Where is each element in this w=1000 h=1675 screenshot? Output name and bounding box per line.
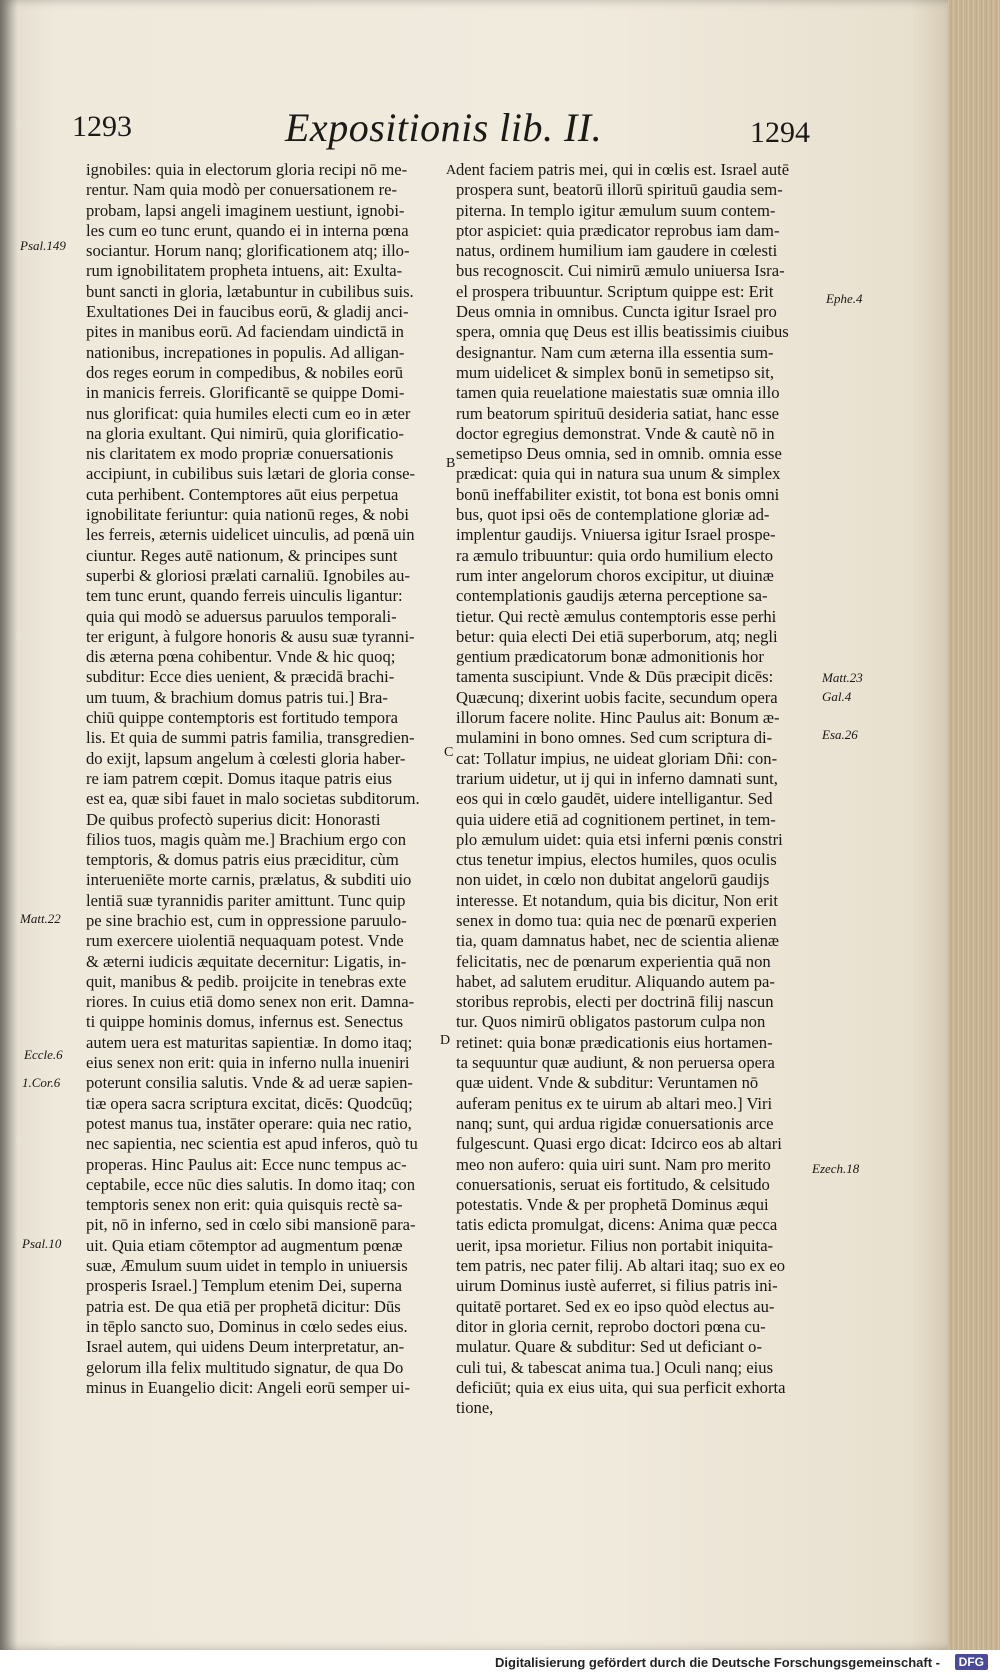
text-line: ignobilitate feriuntur: quia nationū reges, & nobi — [86, 505, 410, 525]
margin-note-right: Ephe.4 — [826, 291, 863, 306]
margin-note-right: Matt.23 — [822, 670, 863, 685]
text-line: storibus reprobis, electi per doctrinā filij nascun — [456, 992, 774, 1012]
text-line: subditur: Ecce dies uenient, & præcidā brachi- — [86, 667, 395, 687]
right-page-number: 1294 — [750, 116, 810, 149]
text-line: illorum facere nolite. Hinc Paulus ait: Bonum æ- — [456, 708, 780, 728]
text-line: contemplationis gaudijs æterna perceptione sa- — [456, 586, 768, 606]
margin-note-right: Ezech.18 — [812, 1161, 860, 1176]
text-line: mulamini in bono omnes. Sed cum scriptura di- — [456, 728, 773, 748]
text-line: re iam patrem cœpit. Domus itaque patris eius — [86, 768, 392, 788]
text-line: ti quippe hominis domus, infernus est. Senectus — [86, 1012, 404, 1032]
text-line: na gloria exultant. Qui nimirū, quia glorificatio- — [86, 423, 404, 443]
text-line: potest manus tua, instāter operare: quia nec ratio, — [86, 1113, 412, 1133]
margin-note-left: Eccle.6 — [24, 1047, 63, 1062]
text-line: quia qui modò se aduersus paruulos temporali- — [86, 606, 397, 626]
text-line: rentur. Nam quia modò per conuersationem re- — [86, 180, 398, 200]
text-line: rum ignobilitatem propheta intuens, ait: Exulta- — [86, 261, 403, 281]
text-line: quæ uident. Vnde & subditur: Veruntamen nō — [456, 1073, 759, 1093]
text-line: tem patris, nec pater filij. Ab altari itaq; suo ex eo — [456, 1256, 786, 1276]
text-line: dos reges eorum in compedibus, & nobiles eorū — [86, 362, 404, 382]
text-line: est ea, quæ sibi fauet in malo societas subditorum. — [86, 789, 420, 809]
right-text-column — [456, 160, 816, 1418]
text-line: gelorum illa felix multitudo signatur, de qua Do — [86, 1357, 404, 1377]
margin-note-left: Psal.149 — [20, 238, 66, 253]
text-line: felicitatis, nec de pœnarum experientia quā non — [456, 951, 771, 971]
text-line: designantur. Nam cum æterna illa essentia sum- — [456, 342, 774, 362]
text-line: nationibus, increpationes in populis. Ad alligan- — [86, 342, 405, 362]
text-line: tia, quam damnatus habet, nec de scientia alienæ — [456, 931, 780, 951]
text-line: pit, nō in inferno, sed in cœlo sibi mansionē para- — [86, 1215, 416, 1235]
text-line: rum exercere uiolentiā nequaquam potest. Vnde — [86, 931, 404, 951]
text-line: meo non aufero: quia uiri sunt. Nam pro merito — [456, 1154, 771, 1174]
text-line: riores. In cuius etiā domo senex non erit. Damna- — [86, 992, 415, 1012]
text-line: suæ, Æmulum suum uidet in templo in uniuersis — [86, 1256, 408, 1276]
text-line: conuersationis, seruat eis fortitudo, & celsitudo — [456, 1174, 770, 1194]
text-line: quitatē portaret. Sed ex eo ipso quòd electus au- — [456, 1296, 775, 1316]
text-line: ditor in gloria cernit, reprobo doctori pœna cu- — [456, 1316, 766, 1336]
text-line: ta sequuntur quæ audiunt, & non peruersa opera — [456, 1053, 775, 1073]
text-line: ctus tenetur impius, electos humiles, quos oculis — [456, 850, 777, 870]
section-letter: A — [446, 163, 457, 178]
text-line: uirum Dominus iustè auferret, si filius patris ini- — [456, 1276, 778, 1296]
text-line: dent faciem patris mei, qui in cœlis est. Israel autē — [456, 160, 790, 179]
text-line: les ferreis, æternis uidelicet uinculis, ad pœnā uin — [86, 525, 415, 545]
text-line: poterunt consilia salutis. Vnde & ad ueræ sapien- — [86, 1073, 413, 1093]
text-line: mulatur. Quare & subditur: Sed ut deficiant o- — [456, 1337, 762, 1357]
text-line: properas. Hinc Paulus ait: Ecce nunc tempus ac- — [86, 1154, 407, 1174]
text-line: trarium uidetur, ut ij qui in inferno damnati sunt, — [456, 768, 778, 788]
text-line: prædicat: quia qui in natura sua unum & simplex — [456, 464, 781, 484]
text-line: rum inter angelorum choros excipitur, ut diuinæ — [456, 565, 774, 585]
running-header — [0, 100, 948, 150]
text-line: potestatis. Vnde & per prophetā Dominus æqui — [456, 1195, 769, 1215]
section-letter: C — [444, 745, 454, 760]
text-line: bus, quot ipsi oēs de contemplatione gloriæ ad- — [456, 505, 770, 525]
text-line: plo æmulum uidet: quia etsi inferni pœnis constri — [456, 829, 783, 849]
text-line: senex in domo tua: quia nec de pœnarū experien — [456, 910, 777, 930]
text-line: superbi & gloriosi prælati carnaliū. Ignobiles au- — [86, 565, 410, 585]
text-line: implentur gaudijs. Vniuersa igitur Israel prospe- — [456, 525, 776, 545]
margin-note-right: Gal.4 — [822, 689, 852, 704]
text-line: tamenta suscipiunt. Vnde & Dūs præcipit dicēs: — [456, 667, 774, 687]
text-line: nec sapientia, nec scientia est apud inferos, quò tu — [86, 1134, 418, 1154]
text-line: mum uidelicet & simplex bonū in semetipso sit, — [456, 362, 775, 382]
text-line: filios tuos, magis quàm me.] Brachium ergo con — [86, 829, 406, 849]
text-line: autem uera est maturitas sapientiæ. In domo itaq; — [86, 1032, 413, 1052]
text-line: tur. Quos nimirū obligatos pastorum culpa non — [456, 1012, 766, 1032]
text-line: sociantur. Horum nanq; glorificationem atq; illo- — [86, 241, 410, 261]
text-line: ptor aspiciet: quia prædicator reprobus iam dam- — [456, 220, 780, 240]
funding-notice: Digitalisierung gefördert durch die Deutsche Forschungsgemeinschaft - — [495, 1655, 940, 1670]
text-line: interesse. Et notandum, quia bis dicitur, Non erit — [456, 890, 778, 910]
text-line: auferam penitus ex te uirum ab altari meo.] Viri — [456, 1093, 773, 1113]
text-line: fulgescunt. Quasi ergo dicat: Idcirco eos ab altari — [456, 1134, 782, 1154]
text-line: el prospera tribuuntur. Scriptum quippe est: Erit — [456, 281, 774, 301]
text-line: patria est. De qua etiā per prophetā dicitur: Dūs — [86, 1296, 401, 1316]
text-line: tamen quia reuelatione maiestatis suæ omnia illo — [456, 383, 780, 403]
text-line: Israel autem, qui uidens Deum interpretatur, an- — [86, 1337, 405, 1357]
text-line: ciuntur. Reges autē nationum, & principes sunt — [86, 545, 398, 565]
text-line: betur: quia electi Dei etiā superborum, atq; negli — [456, 626, 778, 646]
text-line: ter erigunt, à fulgore honoris & ausu suæ tyranni- — [86, 626, 415, 646]
text-line: Deus omnia in omnibus. Cuncta igitur Israel pro — [456, 302, 777, 322]
text-line: lis. Et quia de summi patris familia, transgredien- — [86, 728, 415, 748]
running-title: Expositionis lib. II. — [285, 105, 603, 150]
text-line: les cum eo tunc erunt, quando ei in interna pœna — [86, 220, 409, 240]
text-line: semetipso Deus omnia, sed in omnib. omnia esse — [456, 444, 782, 464]
text-line: um tuum, & brachium domus patris tui.] Bra- — [86, 687, 388, 707]
gutter-shadow — [0, 0, 18, 1650]
text-line: tione, — [456, 1398, 494, 1418]
text-line: bonū ineffabiliter existit, tot bona est bonis omni — [456, 484, 780, 504]
margin-note-left: Matt.22 — [20, 911, 61, 926]
text-line: tatis edicta promulgat, dicens: Anima quæ pecca — [456, 1215, 778, 1235]
margin-note-right: Esa.26 — [822, 727, 858, 742]
text-line: uerit, ipsa morietur. Filius non portabit iniquita- — [456, 1235, 774, 1255]
text-line: tietur. Qui rectè æmulus contemptoris esse perhi — [456, 606, 777, 626]
left-text-column — [86, 160, 438, 1398]
text-line: ra æmulo tribuuntur: quia ordo humilium electo — [456, 545, 774, 565]
text-line: gentium prædicatorum bonæ admonitionis hor — [456, 647, 764, 667]
text-line: ignobiles: quia in electorum gloria recipi nō me- — [86, 160, 408, 179]
text-line: tem tunc erunt, quando ferreis uinculis ligantur: — [86, 586, 403, 606]
text-line: temptoris senex non erit: quia quisquis rectè sa- — [86, 1195, 403, 1215]
text-line: cat: Tollatur impius, ne uideat gloriam Dñi: con- — [456, 748, 778, 768]
text-line: non uidet, in cœlo non dubitat angelorū gaudijs — [456, 870, 770, 890]
text-line: De quibus profectò superius dicit: Honorasti — [86, 809, 381, 829]
text-line: nanq; sunt, qui ardua rigidæ conuersationis arce — [456, 1113, 774, 1133]
text-line: uit. Quia etiam cōtemptor ad augmentum pœnæ — [86, 1235, 403, 1255]
text-line: cuta perhibent. Contemptores aūt eius perpetua — [86, 484, 399, 504]
footer-bar — [0, 1650, 1000, 1675]
text-line: deficiūt; quia ex eius uita, qui sua perficit exhorta — [456, 1377, 786, 1397]
text-line: probam, lapsi angeli imaginem uestiunt, ignobi- — [86, 200, 405, 220]
text-line: piterna. In templo igitur æmulum suum contem- — [456, 200, 776, 220]
text-line: & æterni iudicis æquitate decernitur: Ligatis, in- — [86, 951, 407, 971]
dfg-logo-icon: DFG — [955, 1654, 988, 1670]
text-line: bunt sancti in gloria, lætabuntur in cubilibus suis. — [86, 281, 414, 301]
text-line: lentiā suæ tyrannidis pariter amittunt. Tunc quip — [86, 890, 406, 910]
text-line: spera, omnia quę Deus est illis beatissimis ciuibus — [456, 322, 789, 342]
margin-note-left: 1.Cor.6 — [22, 1075, 61, 1090]
text-line: Quæcunq; dixerint uobis facite, secundum opera — [456, 687, 778, 707]
text-line: do exijt, lapsum angelum à cœlesti gloria haber- — [86, 748, 406, 768]
text-line: accipiunt, in cubilibus suis lætari de gloria conse- — [86, 464, 416, 484]
text-line: in manicis ferreis. Glorificantē se quippe Domi- — [86, 383, 405, 403]
section-letter: B — [446, 456, 456, 471]
text-line: chiū quippe contemptoris est fortitudo tempora — [86, 708, 398, 728]
text-line: dis æterna pœna cohibentur. Vnde & hic quoq; — [86, 647, 396, 667]
text-line: nus glorificat: quia humiles electi cum eo in æter — [86, 403, 411, 423]
text-line: nis claritatem ex modo propriæ conuersationis — [86, 444, 394, 464]
text-line: eius senex non erit: quia in inferno nulla inueniri — [86, 1053, 410, 1073]
text-line: temptoris, & domus patris eius præciditur, cùm — [86, 850, 399, 870]
text-line: rum beatorum spirituū desideria satiat, hanc esse — [456, 403, 780, 423]
left-page-number: 1293 — [72, 110, 132, 143]
margin-note-left: Psal.10 — [22, 1236, 62, 1251]
text-line: habet, ad salutem eruditur. Aliquando autem pa- — [456, 971, 775, 991]
section-letter: D — [440, 1033, 451, 1048]
text-line: eos qui in cœlo gaudēt, uidere intelligantur. Sed — [456, 789, 773, 809]
text-line: pe sine brachio est, cum in oppressione paruulo- — [86, 910, 407, 930]
book-fore-edge — [945, 0, 1000, 1650]
text-line: pites in manibus eorū. Ad faciendam uindictā in — [86, 322, 404, 342]
text-line: retinet: quia bonæ prædicationis eius hortamen- — [456, 1032, 773, 1052]
text-line: prospera sunt, beatorū illorū spirituū gaudia sem- — [456, 180, 783, 200]
text-line: Exultationes Dei in faucibus eorū, & gladij anci- — [86, 302, 409, 322]
text-line: quia uidere etiā ad cognitionem pertinet, in tem- — [456, 809, 776, 829]
text-line: bus recognoscit. Cui nimirū æmulo uniuersa Isra- — [456, 261, 785, 281]
text-line: culi tui, & tabescat anima tua.] Oculi nanq; eius — [456, 1357, 774, 1377]
text-line: doctor egregius demonstrat. Vnde & cautè nō in — [456, 423, 775, 443]
text-line: ceptabile, ecce nūc dies salutis. In domo itaq; con — [86, 1174, 415, 1194]
text-line: natus, ordinem humilium iam gaudere in cœlesti — [456, 241, 778, 261]
text-line: quit, manibus & pedib. proijcite in tenebras exte — [86, 971, 407, 991]
text-line: interueniēte morte carnis, prælatus, & subditi uio — [86, 870, 412, 890]
text-line: in tēplo sancto suo, Dominus in cœlo sedes eius. — [86, 1316, 408, 1336]
text-line: minus in Euangelio dicit: Angeli eorū semper ui- — [86, 1377, 410, 1397]
text-line: tiæ opera sacra scriptura excitat, dicēs: Quodcūq; — [86, 1093, 413, 1113]
text-line: prosperis Israel.] Templum etenim Dei, superna — [86, 1276, 403, 1296]
